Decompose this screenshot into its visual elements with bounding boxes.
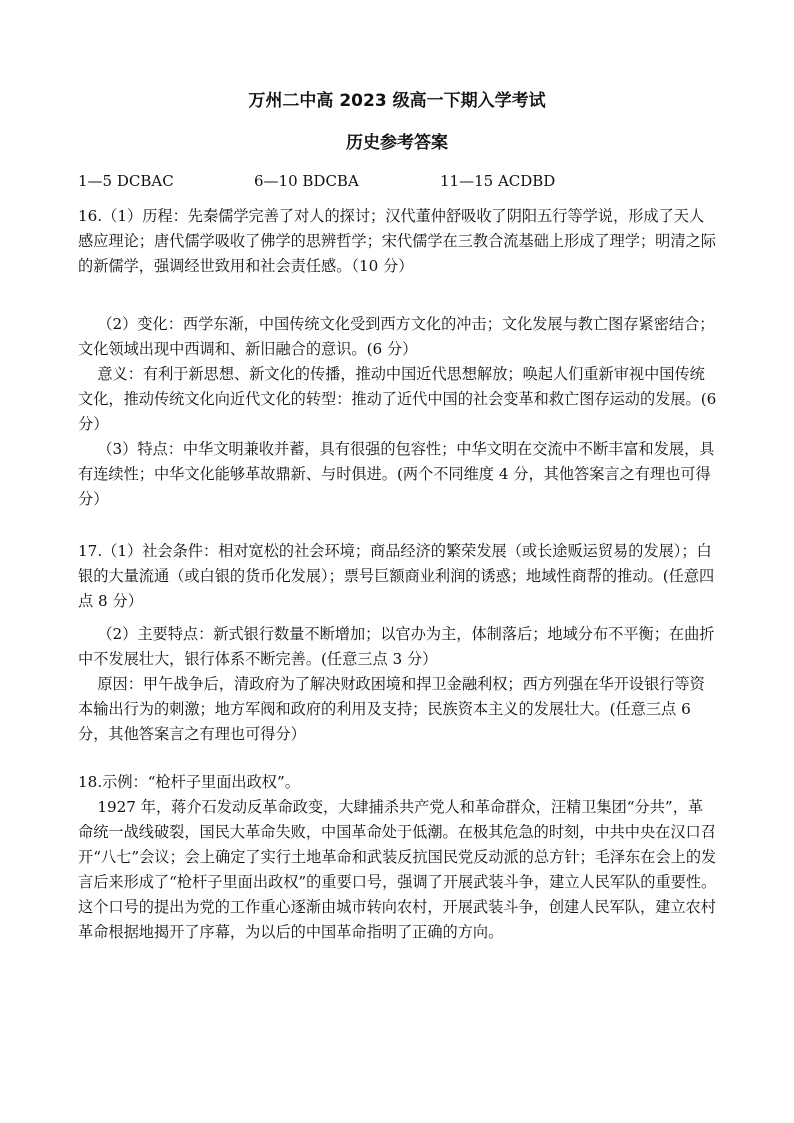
question-16-part-2: （2）变化：西学东渐，中国传统文化受到西方文化的冲击；文化发展与教亡图存紧密结合；文化领域出现中西调和、新旧融合的意识。(6 分） 意义：有利于新思想、新文化的传播，推动中国近代思想解放；唤起人们重新审视中国传统文化，推动传统文化向近代文化的转型：推动了近代中国的社会变革和救亡图存运动的发展。(6 分） <box>78 315 717 433</box>
question-17-part-1: 17.（1）社会条件：相对宽松的社会环境；商品经济的繁荣发展（或长途贩运贸易的发展）；白银的大量流通（或白银的货币化发展）；票号巨额商业利润的诱惑；地域性商帮的推动。(任意四点 8 分） <box>78 542 715 610</box>
answers-6-10: 6—10 BDCBA <box>254 172 359 190</box>
exam-title: 万州二中高 2023 级高一下期入学考试 <box>248 91 546 111</box>
multiple-choice-answers <box>78 172 718 194</box>
answers-11-15: 11—15 ACDBD <box>440 172 556 190</box>
question-16-part-3: （3）特点：中华文明兼收并蓄，具有很强的包容性；中华文明在交流中不断丰富和发展，具有连续性；中华文化能够革故鼎新、与时俱进。(两个不同维度 4 分，其他答案言之有理也可得分） <box>78 440 715 508</box>
question-17-part-2: （2）主要特点：新式银行数量不断增加；以官办为主，体制落后；地域分布不平衡；在曲折中不发展壮大，银行体系不断完善。(任意三点 3 分） 原因：甲午战争后，清政府为了解决财政困境和捍卫金融利权；西方列强在华开设银行等资本输出行为的刺激；地方军阀和政府的利用及支持；民族资本主义的发展壮大。(任意三点 6 分，其他答案言之有理也可得分） <box>78 625 715 743</box>
question-18: 18.示例：“枪杆子里面出政权”。 1927 年，蒋介石发动反革命政变，大肆捕杀共产党人和革命群众，汪精卫集团“分共”，革命统一战线破裂，国民大革命失败，中国革命处于低潮。在极其危急的时刻，中共中央在汉口召开“八七”会议；会上确定了实行土地革命和武装反抗国民党反动派的总方针；毛泽东在会上的发言后来形成了“枪杆子里面出政权”的重要口号，强调了开展武装斗争，建立人民军队的重要性。这个口号的提出为党的工作重心逐渐由城市转向农村，开展武装斗争，创建人民军队，建立农村革命根据地揭开了序幕，为以后的中国革命指明了正确的方向。 <box>78 773 717 941</box>
answers-1-5: 1—5 DCBAC <box>78 172 174 190</box>
question-16-part-1: 16.（1）历程：先秦儒学完善了对人的探讨；汉代董仲舒吸收了阴阳五行等学说，形成了天人感应理论；唐代儒学吸收了佛学的思辨哲学；宋代儒学在三教合流基础上形成了理学；明清之际的新儒学，强调经世致用和社会责任感。（10 分） <box>78 207 716 275</box>
answer-subtitle: 历史参考答案 <box>346 133 448 153</box>
